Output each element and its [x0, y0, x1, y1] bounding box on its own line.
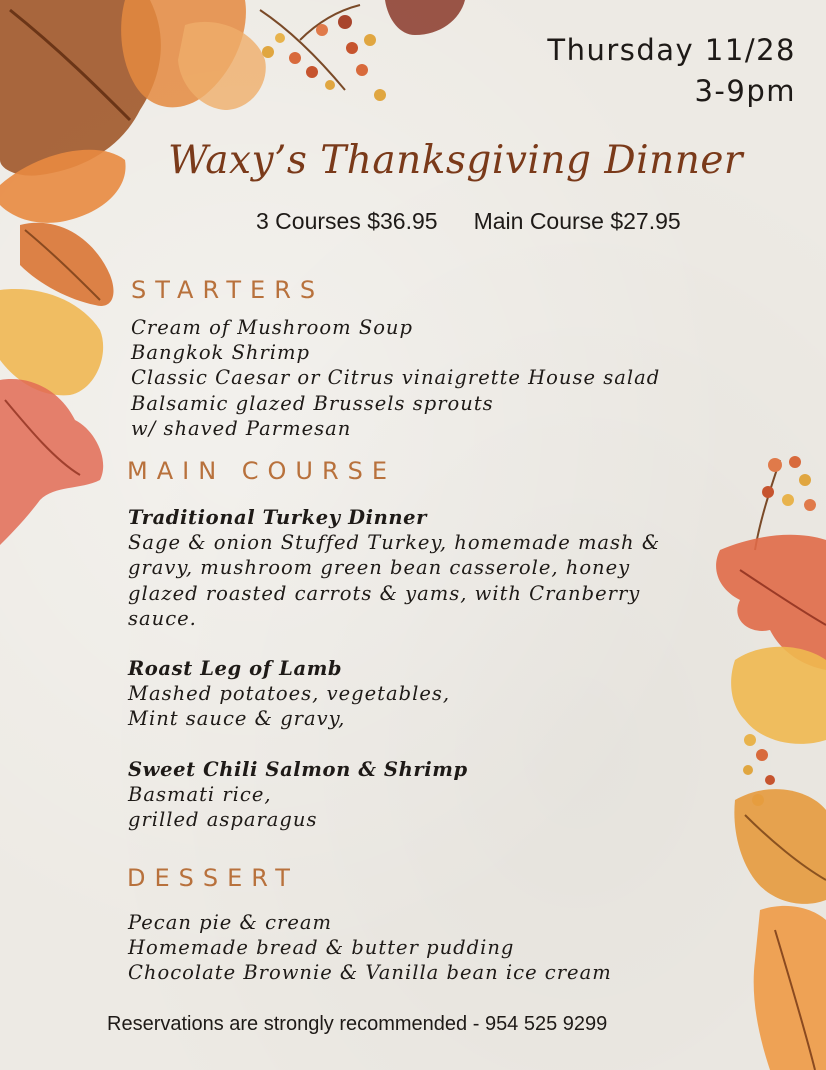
dish-description-line: glazed roasted carrots & yams, with Cranberry	[128, 581, 641, 605]
dish-description-line: Sage & onion Stuffed Turkey, homemade mash &	[128, 531, 661, 555]
dish-name: Sweet Chili Salmon & Shrimp	[128, 757, 468, 781]
main-course-list	[128, 505, 660, 857]
dish-turkey	[128, 505, 660, 631]
autumn-leaves-right-icon	[700, 440, 826, 1070]
price-main-course: Main Course $27.95	[473, 208, 681, 234]
list-item: Pecan pie & cream	[128, 911, 333, 934]
dish-name: Roast Leg of Lamb	[128, 657, 343, 681]
dessert-list	[128, 910, 612, 986]
dish-lamb	[128, 656, 660, 732]
dish-description-line: gravy, mushroom green bean casserole, honey	[128, 556, 631, 580]
list-item: Cream of Mushroom Soup	[131, 316, 413, 339]
dish-name: Traditional Turkey Dinner	[128, 506, 428, 529]
section-heading-starters: STARTERS	[131, 276, 325, 304]
price-three-courses: 3 Courses $36.95	[256, 208, 438, 234]
menu-title: Waxy’s Thanksgiving Dinner	[168, 138, 744, 183]
event-date-time	[547, 30, 796, 112]
section-heading-dessert: DESSERT	[127, 864, 299, 892]
reservation-note: Reservations are strongly recommended - 954 525 9299	[107, 1013, 608, 1035]
list-item: Balsamic glazed Brussels sprouts	[131, 391, 494, 415]
price-line	[256, 208, 717, 235]
dish-description-line: Basmati rice,	[128, 782, 272, 806]
dish-salmon	[128, 757, 660, 833]
dish-description-line: grilled asparagus	[128, 808, 318, 832]
dish-description-line: sauce.	[128, 606, 197, 630]
list-item: w/ shaved Parmesan	[131, 416, 352, 440]
event-time: 3-9pm	[694, 74, 796, 108]
dish-description-line: Mashed potatoes, vegetables,	[128, 682, 451, 706]
dish-description-line: Mint sauce & gravy,	[128, 707, 346, 731]
list-item: Chocolate Brownie & Vanilla bean ice cream	[128, 961, 612, 985]
list-item: Classic Caesar or Citrus vinaigrette House salad	[131, 366, 661, 390]
event-date: Thursday 11/28	[547, 33, 796, 67]
list-item: Bangkok Shrimp	[131, 341, 311, 365]
list-item: Homemade bread & butter pudding	[128, 936, 515, 960]
section-heading-main-course: MAIN COURSE	[127, 457, 397, 485]
starters-list	[131, 315, 660, 441]
